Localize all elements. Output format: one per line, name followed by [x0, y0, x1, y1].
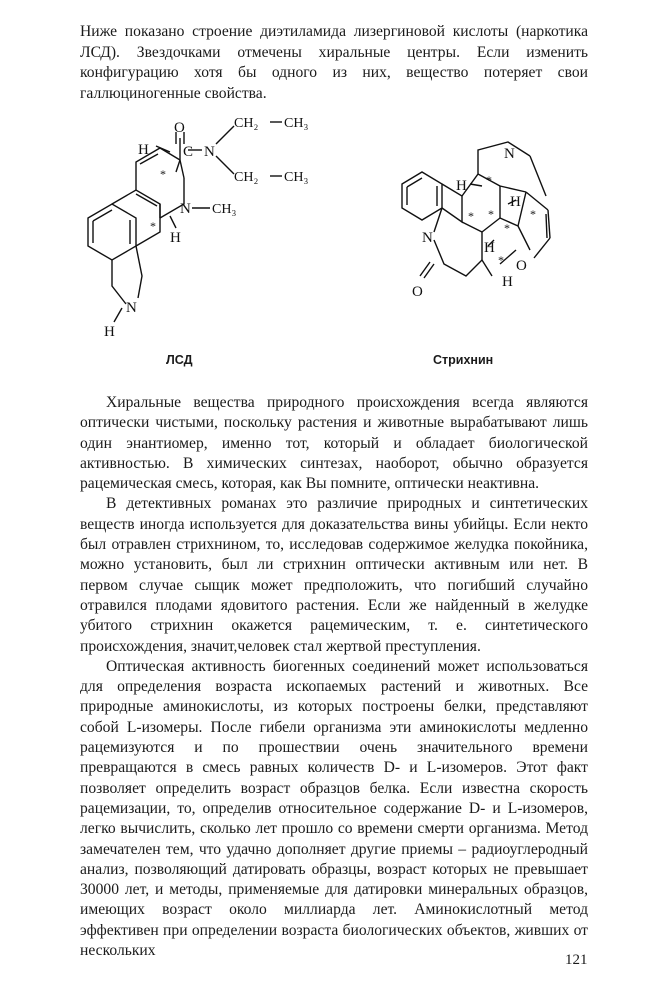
strychnine-caption: Стрихнин: [433, 353, 494, 367]
lsd-carbon-label: C: [183, 144, 194, 160]
lsd-ring-nitrogen: N: [126, 300, 137, 316]
lsd-nh-hydrogen: H: [104, 324, 115, 340]
strychnine-structure: [402, 142, 550, 300]
strychnine-h-2: H: [510, 194, 521, 210]
lsd-h-ring: H: [170, 230, 181, 246]
strychnine-h-3: H: [484, 240, 495, 256]
lsd-caption: ЛСД: [166, 353, 193, 367]
lsd-ch3-upper: CH₃: [284, 116, 309, 131]
strychnine-h-1: H: [456, 178, 467, 194]
lsd-ch3-lower: CH₃: [284, 170, 309, 185]
paragraph-chiral-natural: Хиральные вещества природного происхождения всегда являются оптически чистыми, поскольку растения и животные вырабатывают лишь один энантиомер, именно тот, который и обладает биологической активностью. В химических синтезах, наоборот, обычно образуется рацемическая смесь, которая, как Вы помните, оптически неактивна.: [80, 394, 588, 493]
strychnine-star-6: *: [498, 253, 504, 267]
paragraph-detective: В детективных романах это различие природных и синтетических веществ иногда используется для доказательства вины убийцы. Если некто был отравлен стрихнином, то, исследовав содержимое желудка покойника, можно установить, был ли стрихнин оптически активным или нет. В первом случае сыщик может предположить, что погибший случайно отравился плодами ядовитого растения. Если же найденный в желудке убитого стрихнин окажется рацемическим, т. е. синтетического происхождения, значит,человек стал жертвой преступления.: [80, 495, 588, 655]
strychnine-h-4: H: [502, 274, 513, 290]
lsd-amide-nitrogen: N: [204, 144, 215, 160]
lsd-ch2-lower: CH₂: [234, 170, 259, 185]
paragraph-optical-activity: Оптическая активность биогенных соединений может использоваться для определения возраста ископаемых растений и животных. Все природные аминокислоты, из которых построены белки, представляют собой L-изомеры. После гибели организма эти аминокислоты медленно рацемизуются и по прошествии очень значительного времени превращаются в смесь равных количеств D- и L-изомеров. Этот факт позволяет определить возраст образцов белка. Если известна скорость рацемизации, то, определив относительное содержание D- и L-изомеров, легко вычислить, сколько лет прошло со времени смерти организма. Метод замечателен тем, что удачно дополняет другие приемы – радиоуглеродный анализ, позволяющий датировать образцы, возраст которых не превышает 30000 лет, и методы, применяемые для датировки минеральных образцов, имеющих возраст около миллиарда лет. Аминокислотный метод эффективен при определении возраста биологических объектов, живших от нескольких: [80, 657, 588, 960]
page-number: 121: [565, 952, 588, 968]
strychnine-lactam-nitrogen: N: [422, 230, 433, 246]
lsd-h-top: H: [138, 142, 149, 158]
structures-svg: [30, 100, 630, 370]
strychnine-star-5: *: [530, 207, 536, 221]
strychnine-star-4: *: [504, 221, 510, 235]
figures-block: [30, 100, 630, 370]
lsd-oxygen-label: O: [174, 120, 185, 136]
strychnine-ketone-oxygen: O: [412, 284, 423, 300]
lsd-ch2-upper: CH₂: [234, 116, 259, 131]
strychnine-star-3: *: [488, 207, 494, 221]
strychnine-ether-oxygen: O: [516, 258, 527, 274]
lsd-chiral-star-2: *: [150, 219, 156, 233]
lsd-methyl-nitrogen: N: [180, 201, 191, 217]
lsd-structure: [88, 116, 308, 340]
intro-paragraph: Ниже показано строение диэтиламида лизергиновой кислоты (наркотика ЛСД). Звездочками отмечены хиральные центры. Если изменить конфигурацию хотя бы одного из них, вещество потеряет свои галлюциногенные свойства.: [80, 23, 588, 102]
strychnine-nitrogen-top: N: [504, 146, 515, 162]
body-text: [80, 393, 588, 961]
lsd-chiral-star-1: *: [160, 167, 166, 181]
lsd-ch3-methyl: CH₃: [212, 202, 237, 217]
strychnine-star-2: *: [468, 209, 474, 223]
strychnine-star-1: *: [486, 173, 492, 187]
